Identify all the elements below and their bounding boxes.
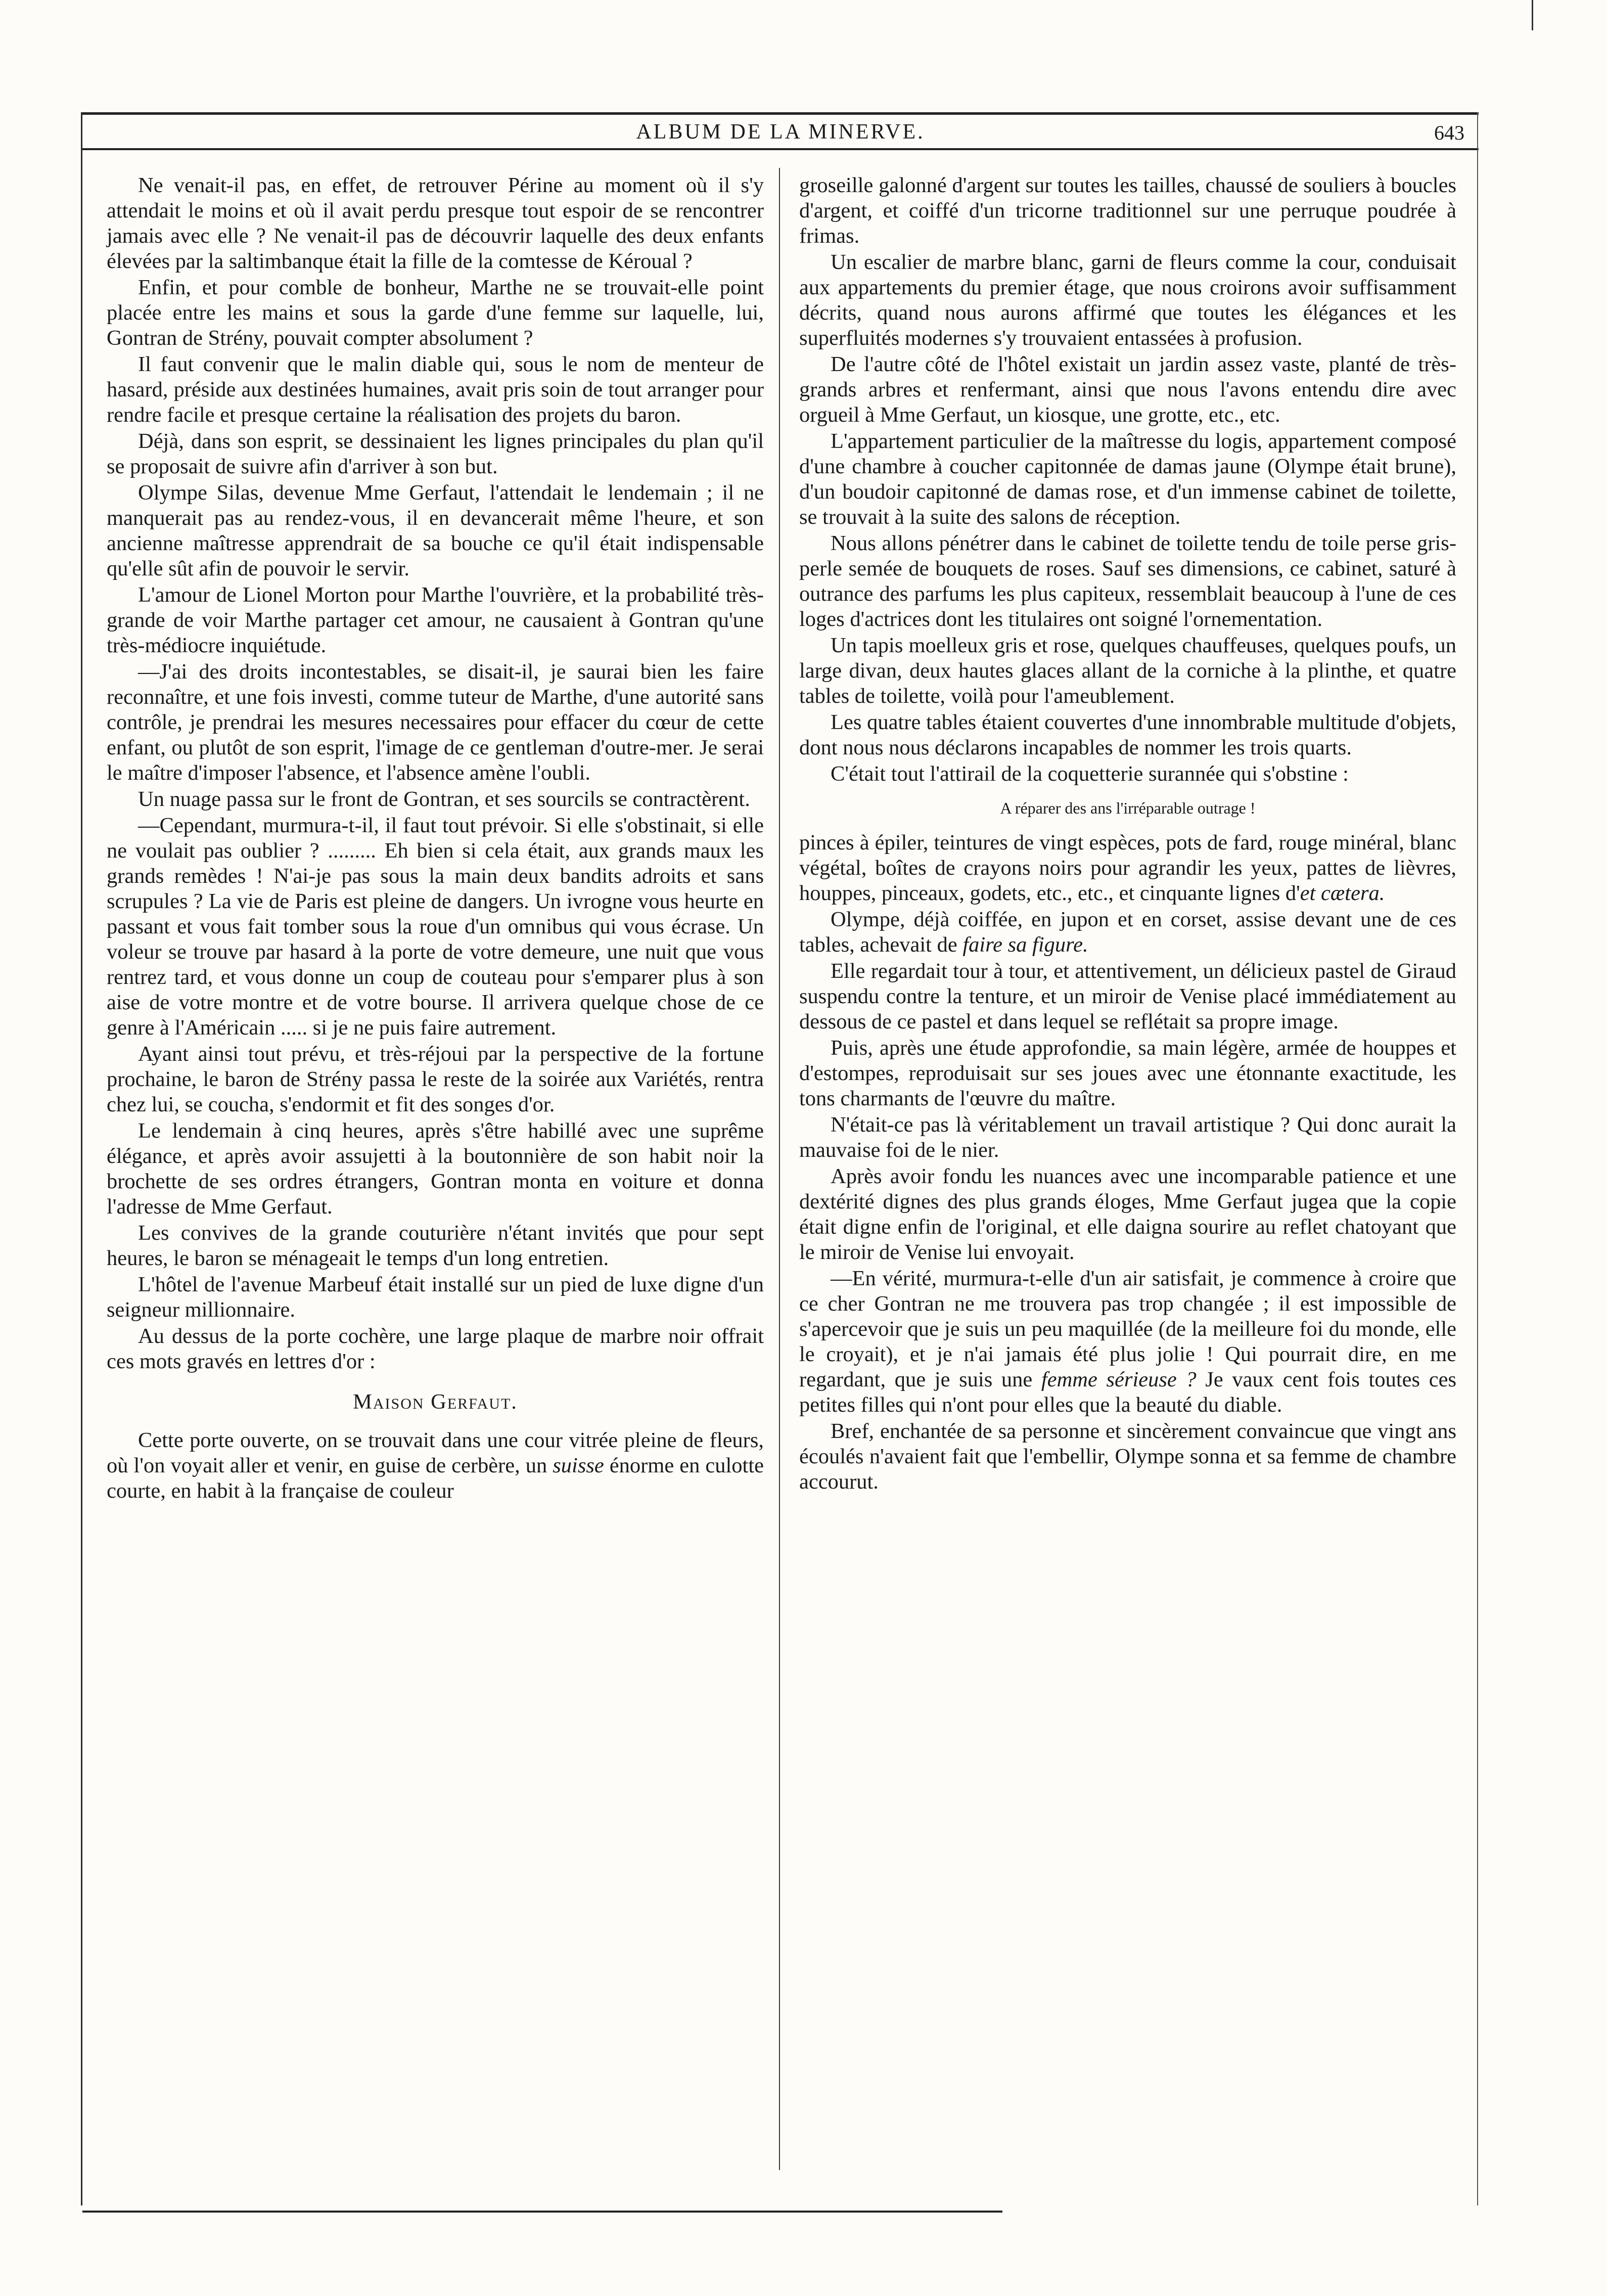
- paragraph: [107, 1428, 764, 1504]
- paragraph: Un tapis moelleux gris et rose, quelques chauffeuses, quelques poufs, un large divan, deux hautes glaces allant de la corniche à la plinthe, et quatre tables de toilette, voilà pour l'ameublement.: [799, 634, 1456, 708]
- paragraph: Olympe Silas, devenue Mme Gerfaut, l'attendait le lendemain ; il ne manquerait pas au rendez-vous, il en devancerait même l'heure, et son ancienne maîtresse apprendrait de sa bouche ce qu'il était indispensable qu'elle sût afin de pouvoir le servir.: [107, 481, 764, 580]
- paragraph: Un nuage passa sur le front de Gontran, et ses sourcils se contractèrent.: [138, 787, 750, 811]
- paragraph: Ne venait-il pas, en effet, de retrouver Périne au moment où il s'y attendait le moins et où il avait perdu presque tout espoir de se rencontrer jamais avec elle ? Ne venait-il pas de découvrir laquelle des deux enfants élevées par la saltimbanque était la fille de la comtesse de Kéroual ?: [107, 173, 764, 273]
- bottom-rule: [82, 2211, 1002, 2213]
- running-header: [82, 112, 1479, 150]
- page-number: 643: [1434, 121, 1464, 144]
- paragraph: [799, 907, 1456, 958]
- paragraph: Après avoir fondu les nuances avec une incomparable patience et une dextérité dignes des plus grands éloges, Mme Gerfaut jugea que la copie était digne enfin de l'original, et elle daigna sourire au reflet chatoyant que le miroir de Venise lui envoyait.: [799, 1164, 1456, 1264]
- paragraph: Ayant ainsi tout prévu, et très-réjoui par la perspective de la fortune prochaine, le baron de Strény passa le reste de la soirée aux Variétés, rentra chez lui, se coucha, s'endormit et fit des songes d'or.: [107, 1042, 764, 1116]
- paragraph: L'hôtel de l'avenue Marbeuf était installé sur un pied de luxe digne d'un seigneur millionnaire.: [107, 1273, 764, 1322]
- italic-text: et cætera.: [1300, 881, 1385, 905]
- paragraph: Il faut convenir que le malin diable qui, sous le nom de menteur de hasard, préside aux destinées humaines, avait pris soin de tout arranger pour rendre facile et presque certaine la réalisation des projets du baron.: [107, 352, 764, 427]
- paragraph: Elle regardait tour à tour, et attentivement, un délicieux pastel de Giraud suspendu contre la tenture, et un miroir de Venise placé immédiatement au dessous de ce pastel et dans lequel se reflétait sa propre image.: [799, 959, 1456, 1033]
- paragraph: Le lendemain à cinq heures, après s'être habillé avec une suprême élégance, et après avoir assujetti à la boutonnière de son habit noir la brochette de ses ordres étrangers, Gontran monta en voiture et donna l'adresse de Mme Gerfaut.: [107, 1119, 764, 1219]
- right-border-rule: [1477, 112, 1478, 2205]
- right-column: [799, 173, 1456, 1496]
- paragraph: Les quatre tables étaient couvertes d'une innombrable multitude d'objets, dont nous nous déclarons incapables de nommer les trois quarts.: [799, 710, 1456, 759]
- corner-rule: [1532, 0, 1533, 30]
- text-run: pinces à épiler, teintures de vingt espèces, pots de fard, rouge minéral, blanc végétal, boîtes de crayons noirs pour agrandir les yeux, pattes de lièvres, houppes, pinceaux, godets, etc., etc., et cinquante lignes d': [799, 831, 1456, 905]
- left-column: [107, 173, 764, 1505]
- paragraph: L'amour de Lionel Morton pour Marthe l'ouvrière, et la probabilité très-grande de voir Marthe partager cet amour, ne causaient à Gontran qu'une très-médiocre inquiétude.: [107, 583, 764, 657]
- paragraph: Déjà, dans son esprit, se dessinaient les lignes principales du plan qu'il se proposait de suivre afin d'arriver à son but.: [107, 429, 764, 478]
- paragraph: N'était-ce pas là véritablement un travail artistique ? Qui donc aurait la mauvaise foi de le nier.: [799, 1113, 1456, 1162]
- paragraph: Enfin, et pour comble de bonheur, Marthe ne se trouvait-elle point placée entre les mains et sous la garde d'une femme sur laquelle, lui, Gontran de Strény, pouvait compter absolument ?: [107, 276, 764, 350]
- text-run: Cette porte ouverte, on se trouvait dans une cour vitrée pleine de fleurs, où l'on voyait aller et venir, en guise de cerbère, un: [107, 1428, 764, 1477]
- text-run: Je vaux cent fois toutes ces petites filles qui n'ont pour elles que la beauté du diable.: [799, 1368, 1456, 1417]
- paragraph: —J'ai des droits incontestables, se disait-il, je saurai bien les faire reconnaître, et une fois investi, comme tuteur de Marthe, d'une autorité sans contrôle, je prendrai les mesures necessaires pour effacer du cœur de cette enfant, ou plutôt de son esprit, l'image de ce gentleman d'outre-mer. Je serai le maître d'imposer l'absence, et l'absence amène l'oubli.: [107, 660, 764, 785]
- page: [81, 112, 1479, 2205]
- text-run: Olympe, déjà coiffée, en jupon et en corset, assise devant une de ces tables, achevait de: [799, 908, 1456, 957]
- italic-text: faire sa figure.: [962, 933, 1088, 957]
- paragraph: Bref, enchantée de sa personne et sincèrement convaincue que vingt ans écoulés n'avaient fait que l'embellir, Olympe sonna et sa femme de chambre accourut.: [799, 1419, 1456, 1494]
- paragraph: Les convives de la grande couturière n'étant invités que pour sept heures, le baron se ménageait le temps d'un long entretien.: [107, 1221, 764, 1270]
- text-run: —En vérité, murmura-t-elle d'un air satisfait, je commence à croire que ce cher Gontran ne me trouvera pas trop changée ; il est impossible de s'apercevoir que je suis un peu maquillée (de la meilleure foi du monde, elle le croyait), et je n'ai jamais été plus jolie ! Qui pourrait dire, en me regardant, que je suis une: [799, 1267, 1456, 1391]
- paragraph: [799, 1266, 1456, 1418]
- paragraph: —Cependant, murmura-t-il, il faut tout prévoir. Si elle s'obstinait, si elle ne voulait pas oublier ? ......... Eh bien si cela était, aux grands maux les grands remèdes ! N'ai-je pas sous la main deux bandits adroits et sans scrupules ? La vie de Paris est pleine de dangers. Un ivrogne vous heurte en passant et vous fait tomber sous la roue d'un omnibus qui vous écrase. Un voleur se trouve par hasard à la porte de votre demeure, une nuit que vous rentrez tard, et vous donne un coup de couteau pour s'emparer plus à son aise de votre montre et de votre bourse. Il arrivera quelque chose de ce genre à l'Américain ..... si je ne puis faire autrement.: [107, 814, 764, 1040]
- paragraph: Au dessus de la porte cochère, une large plaque de marbre noir offrait ces mots gravés en lettres d'or :: [107, 1324, 764, 1373]
- italic-text: suisse: [553, 1454, 604, 1477]
- paragraph: L'appartement particulier de la maîtresse du logis, appartement composé d'une chambre à coucher capitonnée de damas jaune (Olympe était brune), d'un boudoir capitonné de damas rose, et d'un immense cabinet de toilette, se trouvait à la suite des salons de réception.: [799, 429, 1456, 529]
- column-divider: [779, 168, 780, 2170]
- text-run: énorme en culotte courte, en habit à la française de couleur: [107, 1454, 764, 1503]
- paragraph: Un escalier de marbre blanc, garni de fleurs comme la cour, conduisait aux appartements du premier étage, que nous croirons avoir suffisamment décrits, quand nous aurons affirmé que toutes les élégances et les superfluités modernes s'y trouvaient entassées à profusion.: [799, 250, 1456, 350]
- paragraph: De l'autre côté de l'hôtel existait un jardin assez vaste, planté de très-grands arbres et renfermant, ainsi que nous l'avons entendu dire avec orgueil à Mme Gerfaut, un kiosque, une grotte, etc., etc.: [799, 352, 1456, 427]
- italic-text: femme sérieuse ?: [1041, 1368, 1197, 1391]
- paragraph: Nous allons pénétrer dans le cabinet de toilette tendu de toile perse gris-perle semée de bouquets de roses. Sauf ses dimensions, ce cabinet, saturé à outrance des parfums les plus capiteux, ressemblait beaucoup à l'une de ces loges d'actrices dont les titulaires ont soigné l'ornementation.: [799, 531, 1456, 631]
- paragraph: groseille galonné d'argent sur toutes les tailles, chaussé de souliers à boucles d'argent, et coiffé d'un tricorne traditionnel sur une perruque poudrée à frimas.: [799, 173, 1456, 248]
- sign-inscription: Maison Gerfaut.: [353, 1390, 518, 1414]
- running-title: ALBUM DE LA MINERVE.: [636, 120, 925, 144]
- verse-quotation: A réparer des ans l'irréparable outrage !: [1000, 799, 1256, 817]
- paragraph: Puis, après une étude approfondie, sa main légère, armée de houppes et d'estompes, reproduisait sur ses joues avec une étonnante exactitude, les tons charmants de l'œuvre du maître.: [799, 1036, 1456, 1110]
- paragraph: C'était tout l'attirail de la coquetterie surannée qui s'obstine :: [831, 762, 1349, 786]
- paragraph: [799, 830, 1456, 906]
